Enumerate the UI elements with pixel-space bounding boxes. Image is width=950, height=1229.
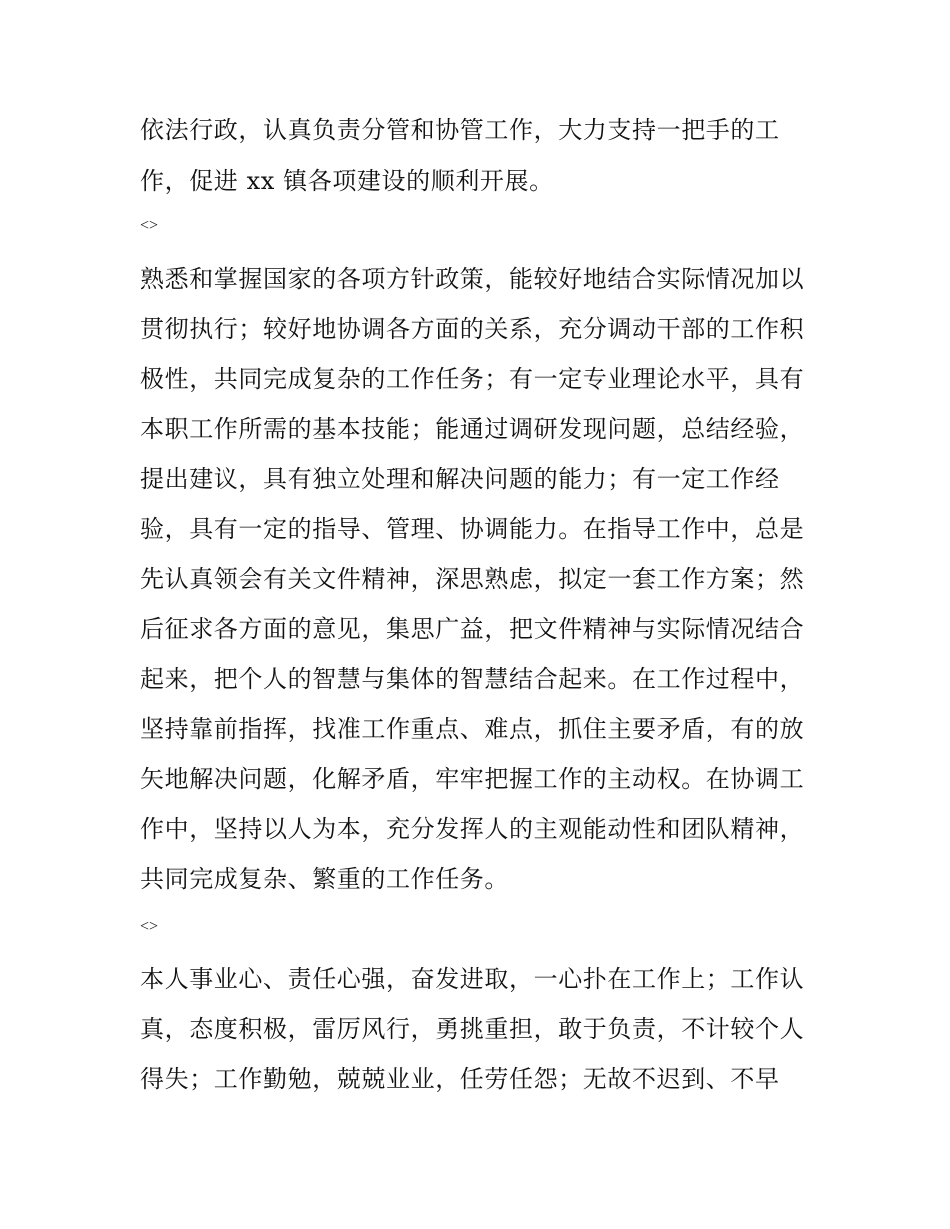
paragraph-line: 验，具有一定的指导、管理、协调能力。在指导工作中，总是 [140, 515, 805, 543]
paragraph-line: 极性，共同完成复杂的工作任务；有一定专业理论水平，具有 [140, 365, 805, 393]
section-separator: <> [140, 217, 159, 234]
paragraph-line: 共同完成复杂、繁重的工作任务。 [140, 865, 509, 893]
section-separator: <> [140, 918, 159, 935]
paragraph-line: 得失；工作勤勉，兢兢业业，任劳任怨；无故不迟到、不早 [140, 1065, 780, 1093]
paragraph-line: 后征求各方面的意见，集思广益，把文件精神与实际情况结合 [140, 615, 805, 643]
paragraph-line: 提出建议，具有独立处理和解决问题的能力；有一定工作经 [140, 465, 780, 493]
paragraph-line: 熟悉和掌握国家的各项方针政策，能较好地结合实际情况加以 [140, 265, 805, 293]
paragraph-line: 依法行政，认真负责分管和协管工作，大力支持一把手的工 [140, 116, 780, 144]
paragraph-line: 作中，坚持以人为本，充分发挥人的主观能动性和团队精神， [140, 815, 805, 843]
paragraph-line: 贯彻执行；较好地协调各方面的关系，充分调动干部的工作积 [140, 315, 805, 343]
paragraph-line: 先认真领会有关文件精神，深思熟虑，拟定一套工作方案；然 [140, 565, 805, 593]
paragraph-line: 本人事业心、责任心强，奋发进取，一心扑在工作上；工作认 [140, 965, 805, 993]
paragraph-line: 起来，把个人的智慧与集体的智慧结合起来。在工作过程中， [140, 665, 805, 693]
paragraph-line: 真，态度积极，雷厉风行，勇挑重担，敢于负责，不计较个人 [140, 1015, 805, 1043]
paragraph-line: 坚持靠前指挥，找准工作重点、难点，抓住主要矛盾，有的放 [140, 715, 805, 743]
paragraph-line: 本职工作所需的基本技能；能通过调研发现问题，总结经验， [140, 415, 805, 443]
paragraph-line: 矢地解决问题，化解矛盾，牢牢把握工作的主动权。在协调工 [140, 765, 805, 793]
paragraph-line: 作，促进 xx 镇各项建设的顺利开展。 [140, 167, 554, 195]
